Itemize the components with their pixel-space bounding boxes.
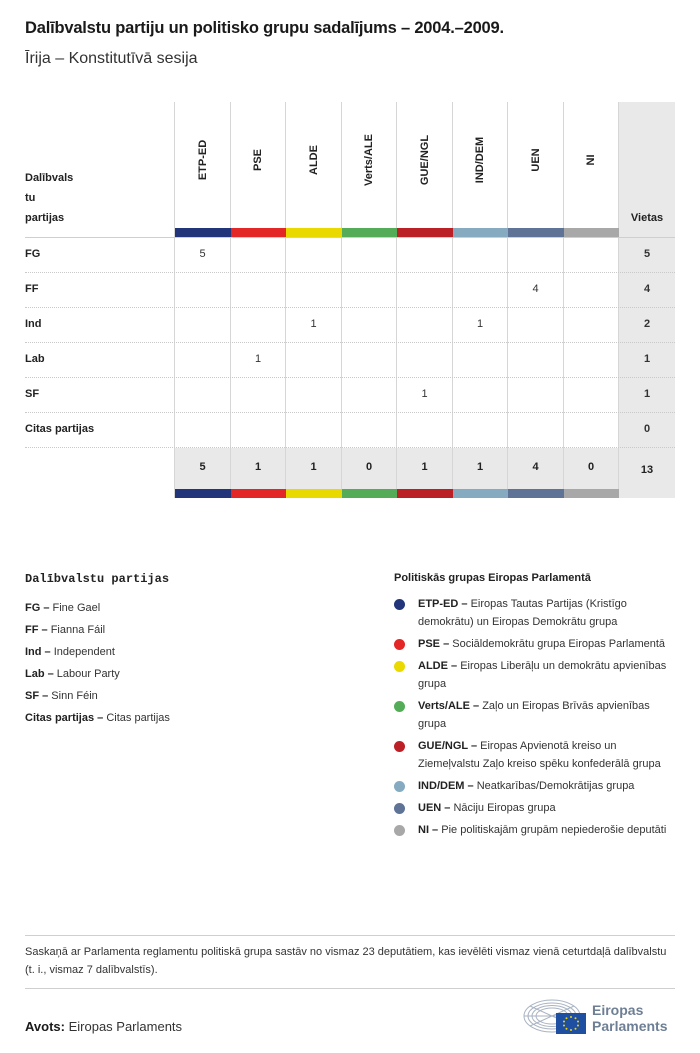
group-name: Nāciju Eiropas grupa	[453, 802, 556, 814]
group-color-bar	[397, 489, 453, 498]
table-row	[25, 272, 675, 307]
party-label: Lab	[25, 353, 45, 365]
group-name: Eiropas Liberāļu un demokrātu apvienības grupa	[418, 660, 667, 690]
group-header-label: ETP-ED	[196, 139, 209, 181]
party-name: Independent	[53, 646, 115, 658]
group-color-dot-icon	[394, 781, 405, 792]
parliament-building-icon	[522, 997, 590, 1037]
party-header-line: partijas	[25, 212, 65, 224]
group-abbr: ETP-ED –	[418, 598, 468, 610]
group-color-bar	[508, 489, 564, 498]
group-header	[397, 102, 452, 228]
footnote: Saskaņā ar Parlamenta reglamentu politiskā grupa sastāv no vismaz 23 deputātiem, kas ievēlēti vismaz vienā ceturtdaļā dalībvalstu (t. i., vismaz 7 dalībvalstīs).	[25, 946, 667, 976]
group-name: Pie politiskajām grupām nepiederošie deputāti	[441, 824, 667, 836]
group-color-bar	[342, 489, 398, 498]
table-row	[25, 377, 675, 412]
page-title: Dalībvalstu partiju un politisko grupu sadalījums – 2004.–2009.	[25, 19, 504, 37]
party-name: Sinn Féin	[51, 690, 98, 702]
group-abbr: PSE –	[418, 638, 450, 650]
group-color-dot-icon	[394, 701, 405, 712]
group-header	[508, 102, 563, 228]
source-value: Eiropas Parlaments	[68, 1019, 183, 1034]
group-legend-heading: Politiskās grupas Eiropas Parlamentā	[394, 572, 591, 584]
party-abbr: Lab –	[25, 668, 54, 680]
seat-cell: 1	[421, 388, 428, 400]
group-header	[175, 102, 230, 228]
party-legend-item	[25, 597, 170, 619]
group-color-dot-icon	[394, 639, 405, 650]
logo-text: Eiropas Parlaments	[592, 1002, 668, 1034]
divider	[25, 988, 675, 989]
group-name: Neatkarības/Demokrātijas grupa	[476, 780, 635, 792]
row-total: 5	[643, 248, 651, 260]
seat-cell: 1	[476, 318, 484, 330]
group-color-bar	[286, 228, 342, 237]
group-total: 0	[587, 461, 595, 473]
group-total: 4	[532, 461, 539, 473]
party-label: SF	[25, 388, 40, 400]
party-legend-item	[25, 619, 170, 641]
group-abbr: GUE/NGL –	[418, 740, 478, 752]
group-header-label: IND/DEM	[474, 136, 486, 184]
row-total: 1	[643, 353, 651, 365]
european-parliament-logo	[522, 997, 678, 1037]
group-total: 5	[199, 461, 206, 473]
party-legend-item	[25, 707, 170, 729]
group-header	[453, 102, 508, 228]
group-name: Sociāldemokrātu grupa Eiropas Parlamentā	[452, 638, 666, 650]
group-color-dot-icon	[394, 741, 405, 752]
grand-total: 13	[640, 464, 654, 476]
group-header-label: Verts/ALE	[363, 134, 375, 186]
party-label: Citas partijas	[25, 423, 95, 435]
group-color-dot-icon	[394, 599, 405, 610]
party-legend-item	[25, 685, 170, 707]
group-legend-item	[394, 595, 676, 631]
group-color-bar	[453, 489, 509, 498]
group-header	[286, 102, 341, 228]
party-legend	[25, 572, 170, 729]
group-header	[564, 102, 619, 228]
group-abbr: Verts/ALE –	[418, 700, 480, 712]
group-legend-item	[394, 799, 676, 817]
group-color-bar	[397, 228, 453, 237]
group-color-bar	[564, 228, 620, 237]
group-color-bar	[342, 228, 398, 237]
party-name: Fine Gael	[52, 602, 101, 614]
party-header-line: tu	[25, 192, 36, 204]
group-abbr: NI –	[418, 824, 439, 836]
row-total: 4	[643, 283, 651, 295]
party-header-line: Dalībvals	[25, 172, 74, 184]
group-color-bar	[231, 489, 287, 498]
party-legend-item	[25, 641, 170, 663]
group-color-bar	[175, 228, 231, 237]
seat-cell: 4	[532, 283, 539, 295]
party-name: Citas partijas	[106, 712, 170, 724]
group-total: 1	[310, 461, 317, 473]
total-column-header: Vietas	[630, 212, 664, 224]
group-legend-item	[394, 697, 676, 733]
table-row	[25, 342, 675, 377]
group-color-dot-icon	[394, 825, 405, 836]
group-name: Eiropas Apvienotā kreiso un Ziemeļvalstu Zaļo kreiso spēku konfederālā grupa	[418, 740, 661, 770]
group-color-bar	[286, 489, 342, 498]
group-header-label: GUE/NGL	[418, 134, 431, 186]
group-color-dot-icon	[394, 803, 405, 814]
seat-cell: 1	[310, 318, 317, 330]
group-legend-item	[394, 777, 676, 795]
row-total: 0	[643, 423, 651, 435]
party-abbr: SF –	[25, 690, 49, 702]
group-color-dot-icon	[394, 661, 405, 672]
group-color-bar	[508, 228, 564, 237]
party-column-header	[25, 168, 73, 228]
source-line	[25, 1019, 182, 1034]
party-abbr: Ind –	[25, 646, 51, 658]
party-abbr: FG –	[25, 602, 50, 614]
group-total: 0	[365, 461, 373, 473]
group-color-bar	[231, 228, 287, 237]
party-name: Fianna Fáil	[50, 624, 106, 636]
divider	[25, 935, 675, 936]
seat-cell: 5	[199, 248, 206, 260]
group-header	[342, 102, 397, 228]
party-abbr: FF –	[25, 624, 48, 636]
group-legend-item	[394, 635, 676, 653]
party-label: FG	[25, 248, 41, 260]
group-total: 1	[254, 461, 262, 473]
group-color-bar	[175, 489, 231, 498]
group-legend-item	[394, 821, 676, 839]
party-abbr: Citas partijas –	[25, 712, 104, 724]
seat-cell: 1	[254, 353, 262, 365]
group-abbr: IND/DEM –	[418, 780, 474, 792]
group-color-bar	[564, 489, 620, 498]
party-label: Ind	[25, 318, 42, 330]
table-row	[25, 412, 675, 447]
group-header-label: PSE	[252, 148, 264, 172]
page-subtitle: Īrija – Konstitutīvā sesija	[25, 50, 198, 67]
row-total: 2	[643, 318, 651, 330]
party-legend-item	[25, 663, 170, 685]
row-total: 1	[643, 388, 651, 400]
group-header	[231, 102, 286, 228]
group-legend-item	[394, 657, 676, 693]
group-total: 1	[476, 461, 484, 473]
group-abbr: UEN –	[418, 802, 451, 814]
table-row	[25, 307, 675, 342]
group-total: 1	[421, 461, 428, 473]
party-label: FF	[25, 283, 39, 295]
group-header-label: NI	[585, 154, 597, 166]
table-row	[25, 237, 675, 272]
group-header-label: UEN	[529, 148, 542, 172]
group-legend-item	[394, 737, 676, 773]
group-header-label: ALDE	[307, 145, 320, 175]
group-abbr: ALDE –	[418, 660, 458, 672]
group-name: Eiropas Tautas Partijas (Kristīgo demokrātu) un Eiropas Demokrātu grupa	[418, 598, 627, 628]
group-legend	[394, 572, 676, 843]
party-legend-heading: Dalībvalstu partijas	[25, 572, 170, 586]
group-name: Zaļo un Eiropas Brīvās apvienības grupa	[418, 700, 650, 730]
source-label: Avots:	[25, 1019, 65, 1034]
group-color-bar	[453, 228, 509, 237]
party-name: Labour Party	[56, 668, 120, 680]
totals-separator	[25, 447, 675, 448]
